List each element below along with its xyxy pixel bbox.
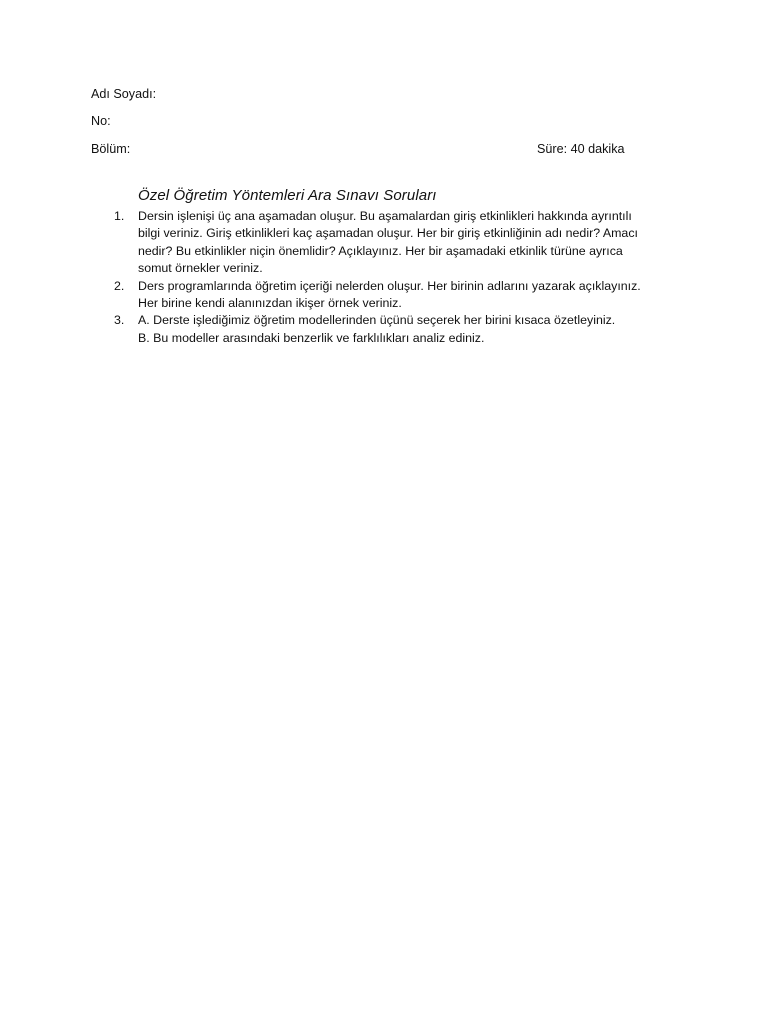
question-line: Dersin işlenişi üç ana aşamadan oluşur. Bu aşamalardan giriş etkinlikleri hakkında ayrıntılı	[138, 209, 632, 223]
exam-title: Özel Öğretim Yöntemleri Ara Sınavı Soruları	[138, 187, 437, 204]
question-item	[0, 312, 768, 347]
duration-label: Süre: 40 dakika	[537, 142, 625, 156]
question-line: A. Derste işlediğimiz öğretim modellerinden üçünü seçerek her birini kısaca özetleyiniz.	[138, 313, 616, 328]
question-line: B. Bu modeller arasındaki benzerlik ve farklılıkları analiz ediniz.	[138, 330, 485, 345]
name-label: Adı Soyadı:	[91, 87, 157, 101]
question-item	[0, 278, 768, 313]
question-text	[138, 312, 666, 347]
question-line: bilgi veriniz. Giriş etkinlikleri kaç aşamadan oluşur. Her bir giriş etkinliğinin adı nedir? Amacı	[138, 226, 638, 241]
question-line: somut örnekler veriniz.	[138, 261, 263, 276]
question-number: 2.	[114, 278, 125, 293]
question-item	[0, 208, 768, 278]
question-line: Her birine kendi alanınızdan ikişer örnek veriniz.	[138, 296, 402, 311]
question-text	[138, 278, 666, 313]
department-label: Bölüm:	[91, 142, 131, 156]
number-label: No:	[91, 114, 111, 128]
question-number: 1.	[114, 209, 125, 223]
question-list	[0, 208, 768, 347]
question-line: Ders programlarında öğretim içeriği nelerden oluşur. Her birinin adlarını yazarak açıklayınız.	[138, 278, 641, 293]
question-line: nedir? Bu etkinlikler niçin önemlidir? Açıklayınız. Her bir aşamadaki etkinlik türüne ayrıca	[138, 243, 623, 258]
question-number: 3.	[114, 313, 125, 328]
question-text	[138, 208, 666, 278]
